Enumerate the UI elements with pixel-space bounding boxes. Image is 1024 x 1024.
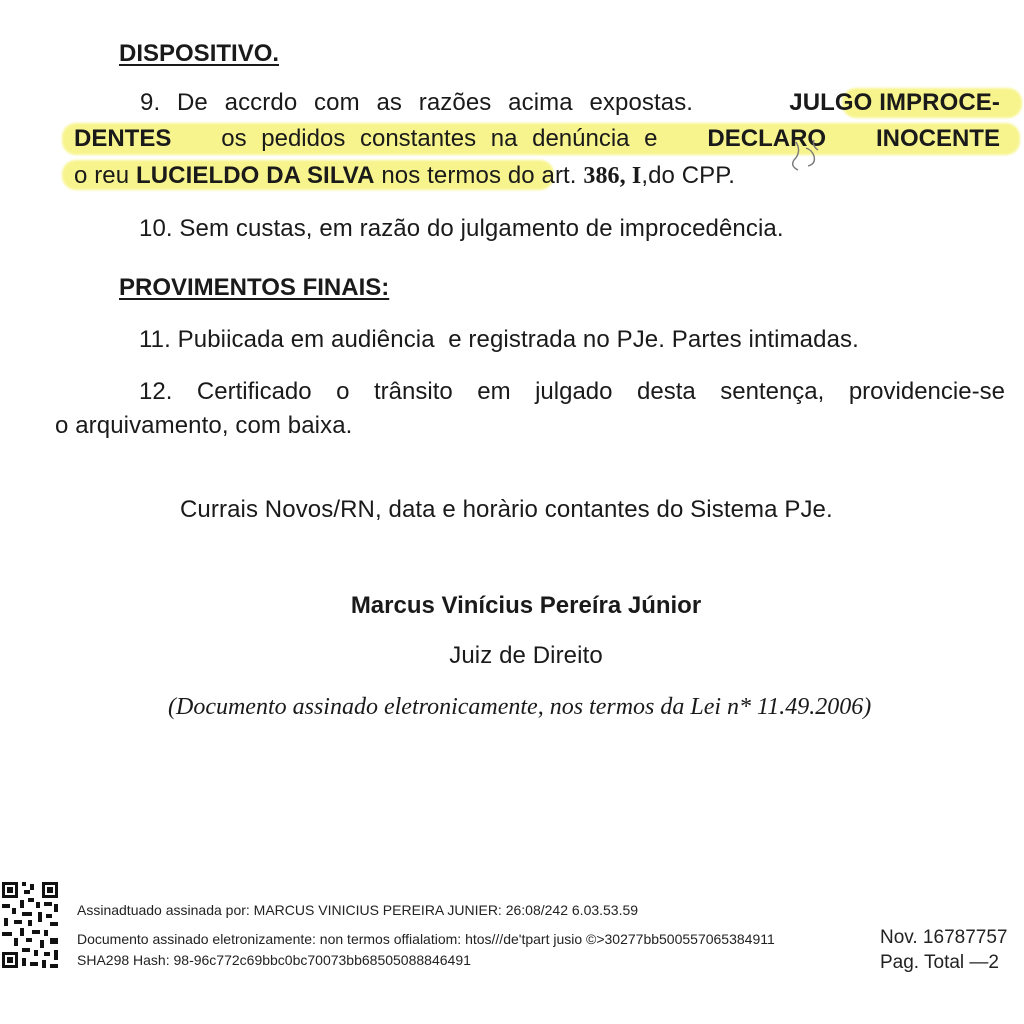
p9-declaro: DECLARO [707, 125, 827, 152]
paragraph-10: 10. Sem custas, em razão do julgamento de improcedência. [139, 215, 784, 242]
p12-word: Certificado [196, 378, 312, 405]
place-and-date: Currais Novos/RN, data e horàrio contantes do Sistema PJe. [180, 496, 833, 523]
section-heading-provimentos: PROVIMENTOS FINAIS: [119, 274, 390, 301]
p9-pre: o reu [74, 162, 130, 189]
p9-verdict-1: JULGO IMPROCE- [789, 89, 1000, 116]
p12-word: 12. [139, 378, 173, 405]
p9-verdict-2: DENTES [74, 125, 172, 152]
footer-document-link[interactable]: Documento assinado eletronizamente: non termos offialatiom: htos///de'tpart jusio ©>30277bb500557065384911 [77, 931, 775, 947]
qr-code[interactable] [0, 880, 62, 972]
page-total: Pag. Total —2 [880, 952, 1000, 973]
paragraph-11: 11. Pubiicada em audiência e registrada no PJe. Partes intimadas. [139, 326, 859, 353]
paragraph-9-line-3 [74, 162, 735, 190]
p12-word: sentença, [720, 378, 825, 405]
paragraph-9-line-2 [74, 125, 1000, 153]
footer-hash: SHA298 Hash: 98-96c772c69bbc0bc70073bb68505088846491 [77, 952, 471, 968]
p12-word: em [477, 378, 511, 405]
p12-word: trânsito [374, 378, 453, 405]
defendant-name: LUCIELDO DA SILVA [135, 162, 375, 189]
paragraph-9-line-1 [140, 89, 1000, 117]
p9-post: ,do CPP. [641, 162, 736, 189]
article-number: 386, I [583, 163, 642, 189]
p9-mid: nos termos do art. [381, 162, 577, 189]
electronic-signature-note: (Documento assinado eletronicamente, nos termos da Lei n* 11.49.2006) [168, 694, 872, 720]
p12-word: providencie-se [848, 378, 1005, 405]
footer-signed-by: Assinadtuado assinada por: MARCUS VINICIUS PEREIRA JUNIER: 26:08/242 6.03.53.59 [77, 902, 639, 918]
section-heading-dispositivo: DISPOSITIVO. [119, 40, 280, 67]
paragraph-12-line-2: o arquivamento, com baixa. [55, 412, 353, 439]
p12-word: desta [637, 378, 696, 405]
document-number: Nov. 16787757 [880, 927, 1008, 948]
p9-text-2: os pedidos constantes na denúncia e [221, 125, 658, 152]
p9-inocente: INOCENTE [875, 125, 1000, 152]
p9-text-1: 9. De accrdo com as razões acima expostas. [140, 89, 694, 116]
p12-word: julgado [535, 378, 613, 405]
p12-word: o [336, 378, 350, 405]
judge-name: Marcus Vinícius Pereíra Júnior [350, 592, 702, 619]
judge-title: Juiz de Direito [449, 642, 603, 669]
paragraph-12-line-1 [139, 378, 1005, 406]
pen-scribble-mark [736, 134, 832, 174]
